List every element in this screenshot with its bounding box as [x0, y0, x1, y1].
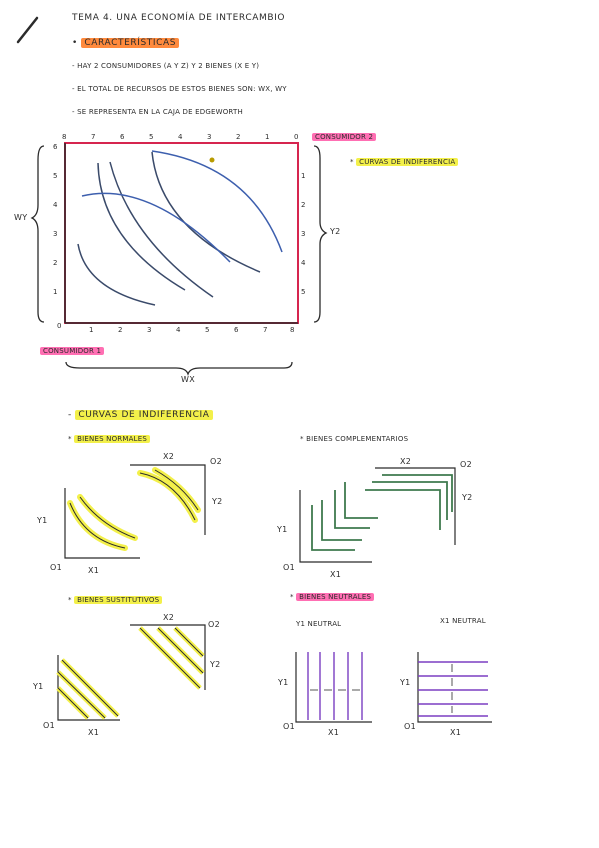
normales-o1: O1 [50, 563, 62, 572]
left-tick: 3 [53, 230, 58, 238]
right-tick: 5 [301, 288, 306, 296]
consumer2-text: CONSUMIDOR 2 [312, 133, 376, 141]
consumer2-label [312, 133, 376, 141]
complementarios-x2: X2 [400, 457, 412, 466]
complementarios-o1: O1 [283, 563, 295, 572]
indiff-curve-1c [110, 162, 213, 297]
neutrales-o1-left: O1 [283, 722, 295, 731]
indiff-curve-2a [82, 193, 230, 262]
right-tick: 3 [301, 230, 306, 238]
top-tick: 6 [120, 133, 125, 141]
sustitutivos-x2: X2 [163, 613, 175, 622]
bottom-tick: 0 [57, 322, 62, 330]
bottom-tick: 5 [205, 326, 210, 334]
edgeworth-text: SE REPRESENTA EN LA CAJA DE EDGEWORTH [77, 108, 243, 116]
indiff-curve-1a [78, 244, 155, 305]
edgeworth-box [32, 143, 326, 374]
neutrales-sub-right: X1 NEUTRAL [440, 617, 486, 625]
top-tick: 2 [236, 133, 241, 141]
neutrales-o1-right: O1 [404, 722, 416, 731]
indiff-note-text: CURVAS DE INDIFERENCIA [356, 158, 458, 166]
bottom-tick: 8 [290, 326, 295, 334]
top-tick: 5 [149, 133, 154, 141]
sustitutivos-y1: Y1 [33, 682, 44, 691]
normales-x2: X2 [163, 452, 175, 461]
top-tick: 0 [294, 133, 299, 141]
complementarios-x1: X1 [330, 570, 342, 579]
normales-y1: Y1 [37, 516, 48, 525]
normales-diagram [65, 465, 205, 558]
left-tick: 6 [53, 143, 58, 151]
neutrales-title: * BIENES NEUTRALES [290, 593, 374, 601]
bottom-tick: 2 [118, 326, 123, 334]
normales-title-text: BIENES NORMALES [74, 435, 150, 443]
complementarios-y2: Y2 [462, 493, 473, 502]
endowment-point [210, 158, 215, 163]
wx-brace [66, 362, 292, 374]
sustitutivos-diagram [58, 625, 205, 720]
caracteristicas-label: CARACTERÍSTICAS [81, 38, 179, 48]
section2-title: - CURVAS DE INDIFERENCIA [68, 410, 213, 420]
top-tick: 7 [91, 133, 96, 141]
bottom-tick: 7 [263, 326, 268, 334]
wy-label: WY [14, 213, 28, 222]
left-tick: 5 [53, 172, 58, 180]
complementarios-y1: Y1 [277, 525, 288, 534]
section2-title-text: CURVAS DE INDIFERENCIA [75, 410, 212, 420]
neutral-x-diagram [418, 652, 492, 722]
normales-y2: Y2 [212, 497, 223, 506]
neutrales-title-text: BIENES NEUTRALES [296, 593, 374, 601]
normales-title: * BIENES NORMALES [68, 435, 150, 443]
bottom-tick: 1 [89, 326, 94, 334]
right-tick: 2 [301, 201, 306, 209]
indiff-note: * CURVAS DE INDIFERENCIA [350, 158, 458, 166]
bullet-recursos: - EL TOTAL DE RECURSOS DE ESTOS BIENES SON: WX, WY [72, 85, 287, 93]
sustitutivos-o1: O1 [43, 721, 55, 730]
neutrales-x1-right: X1 [450, 728, 462, 737]
bullet-consumidores: - HAY 2 CONSUMIDORES (A Y Z) Y 2 BIENES (X E Y) [72, 62, 260, 70]
y2-brace [314, 146, 326, 322]
neutrales-y1-left: Y1 [278, 678, 289, 687]
sustitutivos-o2: O2 [208, 620, 220, 629]
right-tick: 1 [301, 172, 306, 180]
indiff-curve-2b [152, 151, 282, 252]
left-tick: 1 [53, 288, 58, 296]
bottom-tick: 6 [234, 326, 239, 334]
page-title: TEMA 4. UNA ECONOMÍA DE INTERCAMBIO [72, 13, 286, 23]
bullet-caracteristicas: • CARACTERÍSTICAS [72, 38, 179, 48]
left-tick: 4 [53, 201, 58, 209]
indiff-curve-1b [98, 163, 185, 290]
neutrales-sub-left: Y1 NEUTRAL [296, 620, 342, 628]
neutral-y-diagram [296, 652, 372, 722]
pen-icon [18, 18, 37, 42]
right-tick: 4 [301, 259, 306, 267]
sustitutivos-title: * BIENES SUSTITUTIVOS [68, 596, 162, 604]
bottom-tick: 4 [176, 326, 181, 334]
neutrales-x1-left: X1 [328, 728, 340, 737]
sustitutivos-x1: X1 [88, 728, 100, 737]
complementarios-title: * BIENES COMPLEMENTARIOS [300, 435, 409, 443]
normales-o2: O2 [210, 457, 222, 466]
consumer1-label [40, 347, 104, 355]
top-tick: 1 [265, 133, 270, 141]
sustitutivos-title-text: BIENES SUSTITUTIVOS [74, 596, 162, 604]
bottom-tick: 3 [147, 326, 152, 334]
y2-label: Y2 [330, 227, 341, 236]
top-tick: 3 [207, 133, 212, 141]
left-tick: 2 [53, 259, 58, 267]
bullet-edgeworth: - SE REPRESENTA EN LA CAJA DE EDGEWORTH [72, 108, 243, 116]
complementarios-o2: O2 [460, 460, 472, 469]
wx-label: WX [181, 375, 195, 384]
normales-x1: X1 [88, 566, 100, 575]
complementarios-diagram [300, 468, 455, 562]
neutrales-y1-right: Y1 [400, 678, 411, 687]
sustitutivos-y2: Y2 [210, 660, 221, 669]
recursos-text: EL TOTAL DE RECURSOS DE ESTOS BIENES SON: WX, WY [77, 85, 287, 93]
wy-brace [32, 146, 44, 322]
top-tick: 4 [178, 133, 183, 141]
complementarios-title-text: BIENES COMPLEMENTARIOS [306, 435, 409, 443]
consumer1-text: CONSUMIDOR 1 [40, 347, 104, 355]
top-tick: 8 [62, 133, 67, 141]
consumidores-text: HAY 2 CONSUMIDORES (A Y Z) Y 2 BIENES (X E Y) [77, 62, 260, 70]
